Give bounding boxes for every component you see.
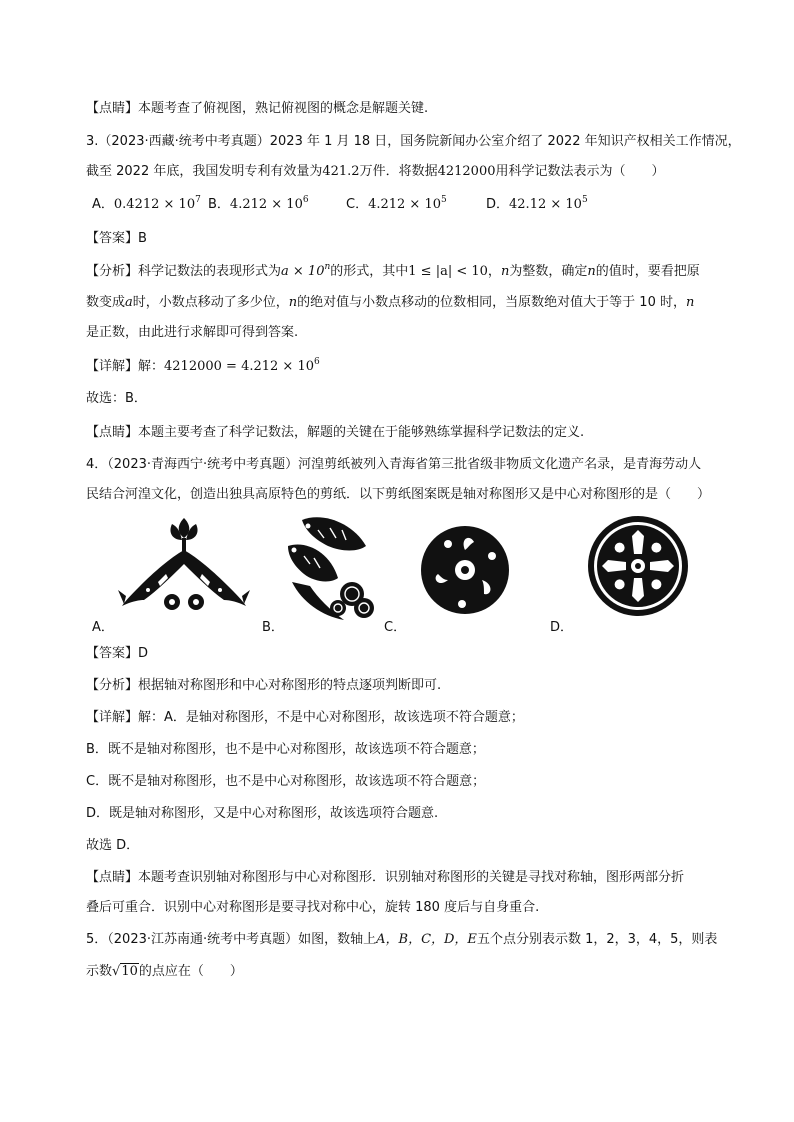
q4-choice: 故选 D． [86, 838, 140, 853]
q3-analysis-line3: 是正数，由此进行求解即可得到答案. [86, 325, 299, 340]
q4-label-d[interactable]: D． [550, 620, 574, 635]
q4-detail-b: B．既不是轴对称图形，也不是中心对称图形，故该选项不符合题意； [86, 742, 485, 757]
q3-choice: 故选：B． [86, 391, 147, 406]
q3-option-b[interactable]: B．$4.212 \times 10^6$ [208, 195, 309, 212]
q4-label-b[interactable]: B． [262, 620, 284, 635]
q4-answer: 【答案】D [86, 646, 149, 661]
q5-stem-line1: 5．（2023·江苏南通·统考中考真题）如图，数轴上A，B，C，D，E五个点分别表示数 1，2，3，4，5，则表 [86, 932, 718, 947]
sqrt-ten: √10 [112, 964, 138, 979]
q4-detail-d: D．既是轴对称图形，又是中心对称图形，故该选项符合题意. [86, 806, 439, 821]
q4-label-c[interactable]: C． [384, 620, 407, 635]
q3-option-d[interactable]: D．$42.12 \times 10^5$ [486, 195, 588, 212]
q3-analysis-line2: 数变成a时，小数点移动了多少位，n的绝对值与小数点移动的位数相同，当原数绝对值大于等于 10 时，n [86, 295, 695, 310]
q3-stem-line1: 3.（2023·西藏·统考中考真题）2023 年 1 月 18 日，国务院新闻办公室介绍了 2022 年知识产权相关工作情况， [86, 134, 741, 149]
q4-detail-a: 【详解】解：A．是轴对称图形，不是中心对称图形，故该选项不符合题意； [86, 710, 524, 725]
papercut-a-lotus-fish-icon[interactable] [118, 512, 250, 620]
papercut-c-triskelion-icon[interactable] [418, 520, 512, 618]
q5-stem-line2: 示数√10的点应在（ ） [86, 964, 243, 979]
q3-analysis-line1: 【分析】科学记数法的表现形式为$a \times 10^n$的形式，其中1 ≤ |a| < 10，n为整数，确定n的值时，要看把原 [86, 262, 700, 279]
q3-stem-line2: 截至 2022 年底，我国发明专利有效量为421.2万件．将数据4212000用科学记数法表示为（ ） [86, 164, 665, 179]
q3-answer: 【答案】B [86, 231, 147, 246]
q4-dianjing-line1: 【点睛】本题考查识别轴对称图形与中心对称图形．识别轴对称图形的关键是寻找对称轴，图形两部分折 [86, 870, 685, 885]
papercut-d-rosette-icon[interactable] [586, 514, 690, 618]
q3-option-a[interactable]: A．$0.4212 \times 10^7$ [92, 195, 201, 212]
q4-dianjing-line2: 叠后可重合．识别中心对称图形是要寻找对称中心，旋转 180 度后与自身重合. [86, 900, 540, 915]
q2-dianjing: 【点睛】本题考查了俯视图，熟记俯视图的概念是解题关键. [86, 101, 429, 116]
q3-option-c[interactable]: C．$4.212 \times 10^5$ [346, 195, 447, 212]
papercut-b-fish-waves-icon[interactable] [282, 512, 380, 624]
q4-analysis: 【分析】根据轴对称图形和中心对称图形的特点逐项判断即可. [86, 678, 442, 693]
q4-label-a[interactable]: A． [92, 620, 114, 635]
q4-detail-c: C．既不是轴对称图形，也不是中心对称图形，故该选项不符合题意； [86, 774, 486, 789]
q4-stem-line2: 民结合河湟文化，创造出独具高原特色的剪纸．以下剪纸图案既是轴对称图形又是中心对称图形的是（ ） [86, 487, 711, 502]
q3-detail: 【详解】解：$4212000 = 4.212 \times 10^6$ [86, 357, 320, 374]
q4-stem-line1: 4．（2023·青海西宁·统考中考真题）河湟剪纸被列入青海省第三批省级非物质文化遗产名录，是青海劳动人 [86, 457, 702, 472]
q3-dianjing: 【点睛】本题主要考查了科学记数法，解题的关键在于能够熟练掌握科学记数法的定义. [86, 425, 585, 440]
